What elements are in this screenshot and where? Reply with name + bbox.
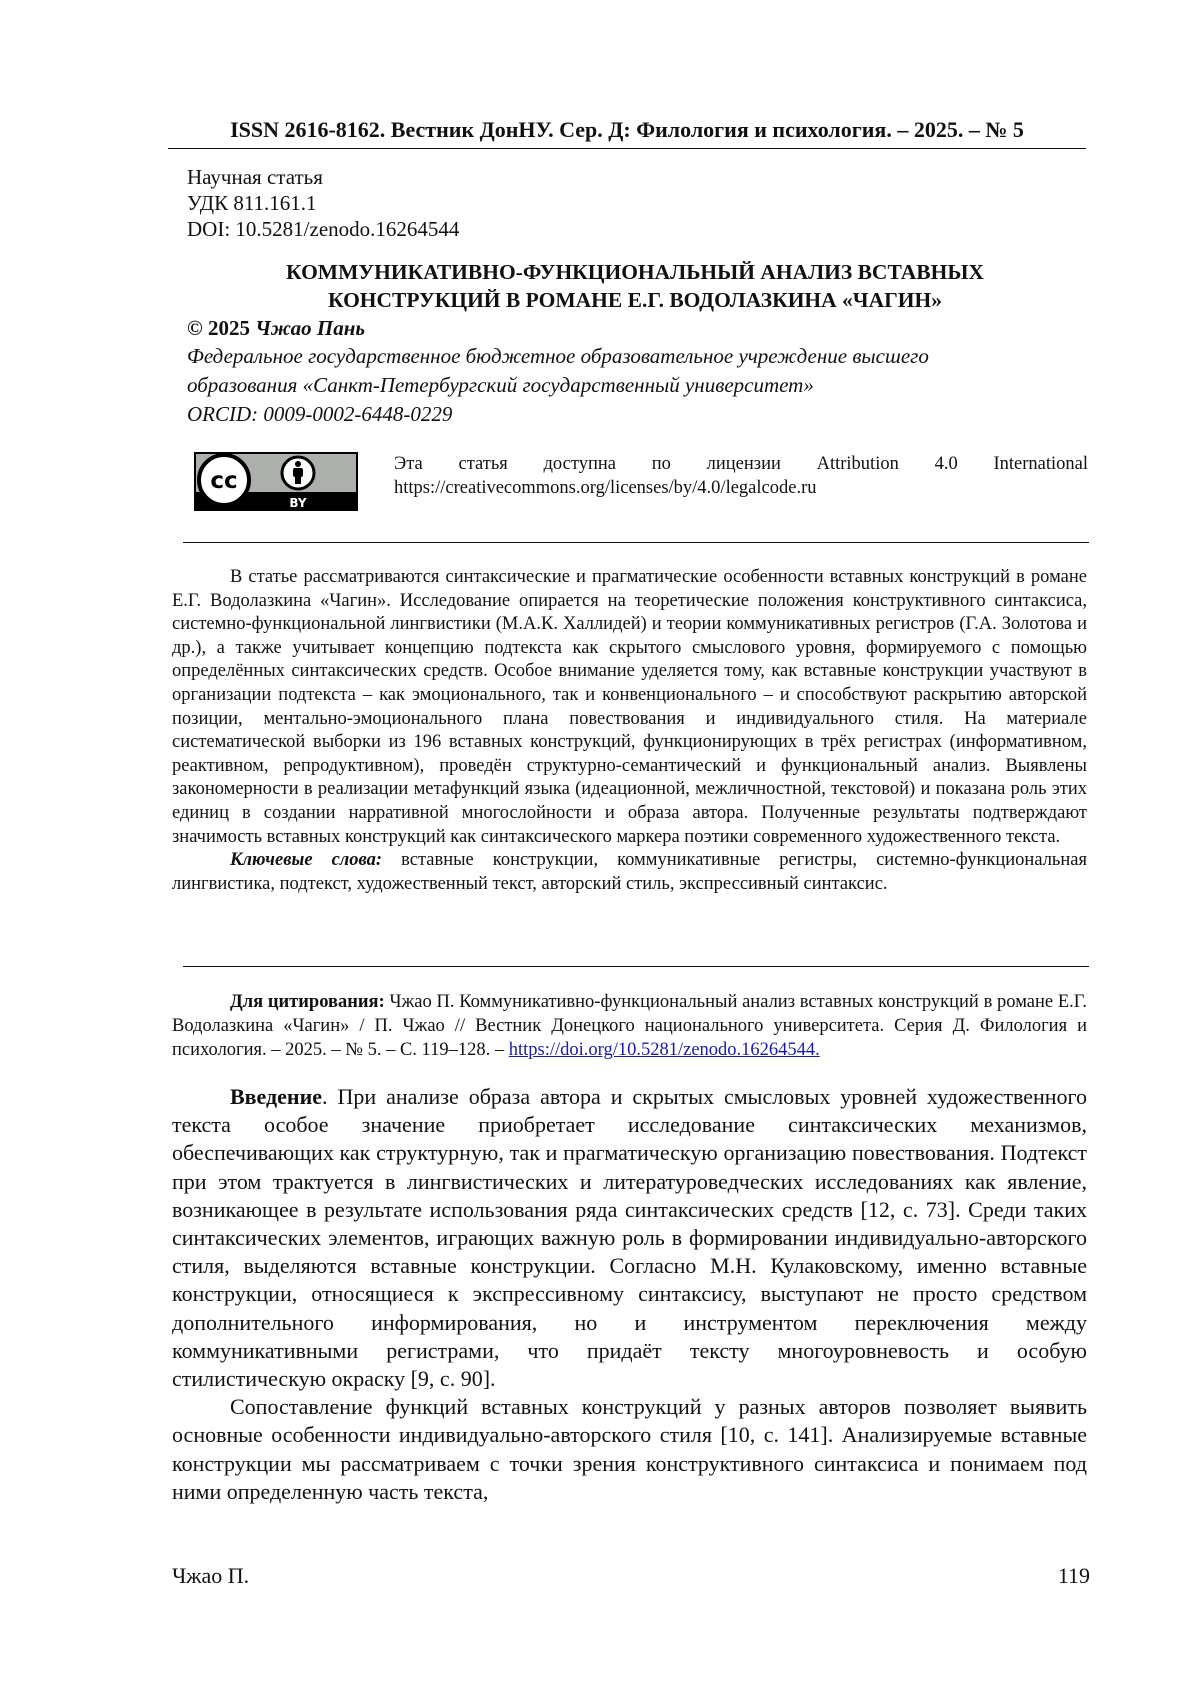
footer-author: Чжао П. [172,1563,250,1588]
author-name: Чжао Пань [255,316,365,340]
intro-heading: Введение [230,1084,323,1109]
divider-top [183,542,1089,543]
license-url[interactable]: https://creativecommons.org/licenses/by/4.0/legalcode.ru [394,478,817,498]
affiliation-line-1: Федеральное государственное бюджетное образовательное учреждение высшего [187,344,929,368]
author-line [187,316,365,341]
body-text [172,1083,1087,1506]
by-label: BY [289,496,307,510]
title-line-1: КОММУНИКАТИВНО-ФУНКЦИОНАЛЬНЫЙ АНАЛИЗ ВСТАВНЫХ [286,260,984,284]
cc-logo-text: cc [210,468,238,494]
abstract [172,566,1087,896]
doi: DOI: 10.5281/zenodo.16264544 [187,217,460,241]
keywords-list: вставные конструкции, коммуникативные регистры, системно-функциональная лингвистика, подтекст, художественный текст, авторский стиль, экспрессивный синтаксис. [172,850,1087,894]
orcid: ORCID: 0009-0002-6448-0229 [187,402,453,426]
journal-header: ISSN 2616-8162. Вестник ДонНУ. Сер. Д: Филология и психология. – 2025. – № 5 [168,118,1086,149]
copyright: © 2025 [187,316,256,340]
cc-logo-icon [199,455,249,505]
affiliation-line-2: образования «Санкт-Петербургский государственный университет» [187,373,814,397]
second-paragraph: Сопоставление функций вставных конструкций у разных авторов позволяет выявить основные особенности индивидуально-авторского стиля [10, с. 141]. Анализируемые вставные конструкции мы рассматриваем с точки зрения конструктивного синтаксиса и понимаем под ними определенную часть текста, [172,1394,1087,1504]
citation-label: Для цитирования: [230,992,385,1012]
intro-paragraph [172,1083,1087,1393]
keywords [172,849,1087,896]
abstract-text: В статье рассматриваются синтаксические и прагматические особенности вставных конструкций в романе Е.Г. Водолазкина «Чагин». Исследование опирается на теоретические положения конструктивного синтаксиса, системно-функциональной лингвистики (М.А.К. Халлидей) и теории коммуникативных регистров (Г.А. Золотова и др.), а также учитывает концепцию подтекста как скрытого смыслового уровня, формируемого с помощью определённых синтаксических средств. Особое внимание уделяется тому, как вставные конструкции участвуют в организации подтекста – как эмоционального, так и конвенционального – и способствуют раскрытию авторской позиции, ментально-эмоционального плана повествования и индивидуального стиля. На материале систематической выборки из 196 вставных конструкций, функционирующих в трёх регистрах (информативном, реактивном, репродуктивном), проведён структурно-семантический и функциональный анализ. Выявлены закономерности в реализации метафункций языка (идеационной, межличностной, текстовой) и показана роль этих единиц в создании нарративной многослойности и образа автора. Полученные результаты подтверждают значимость вставных конструкций как синтаксического маркера поэтики современного художественного текста. [172,567,1087,847]
affiliation [187,342,1087,429]
title-line-2: КОНСТРУКЦИЙ В РОМАНЕ Е.Г. ВОДОЛАЗКИНА «ЧАГИН» [328,288,942,312]
keywords-label: Ключевые слова: [230,850,383,871]
citation-text: Чжао П. Коммуникативно-функциональный анализ вставных конструкций в романе Е.Г. Водолазкина «Чагин» / П. Чжао // Вестник Донецкого национального университета. Серия Д. Филология и психология. – 2025. – № 5. – С. 119–128. – [172,992,1087,1060]
page-number: 119 [1057,1563,1090,1588]
udc: УДК 811.161.1 [187,191,317,215]
attribution-person-icon [282,457,314,489]
intro-text: . При анализе образа автора и скрытых смысловых уровней художественного текста особое значение приобретает исследование синтаксических механизмов, обеспечивающих как структурную, так и прагматическую организацию повествования. Подтекст при этом трактуется в лингвистических и литературоведческих исследованиях как явление, возникающее в результате использования ряда синтаксических средств [12, с. 73]. Среди таких синтаксических элементов, играющих важную роль в формировании индивидуально-авторского стиля, выделяются вставные конструкции. Согласно М.Н. Кулаковскому, именно вставные конструкции, относящиеся к экспрессивному синтаксису, выступают не просто средством дополнительного информирования, но и инструментом переключения между коммуникативными регистрами, что придаёт тексту многоуровневость и особую стилистическую окраску [9, с. 90]. [172,1084,1087,1392]
divider-bottom [183,966,1089,967]
cc-by-badge [194,452,358,511]
citation-doi-link[interactable]: https://doi.org/10.5281/zenodo.16264544. [508,1040,820,1060]
article-type: Научная статья [187,165,323,189]
article-title [190,258,1080,314]
license-text [394,452,1088,500]
citation [172,990,1087,1062]
license-statement: Эта статья доступна по лицензии Attribution 4.0 International [394,454,1088,474]
